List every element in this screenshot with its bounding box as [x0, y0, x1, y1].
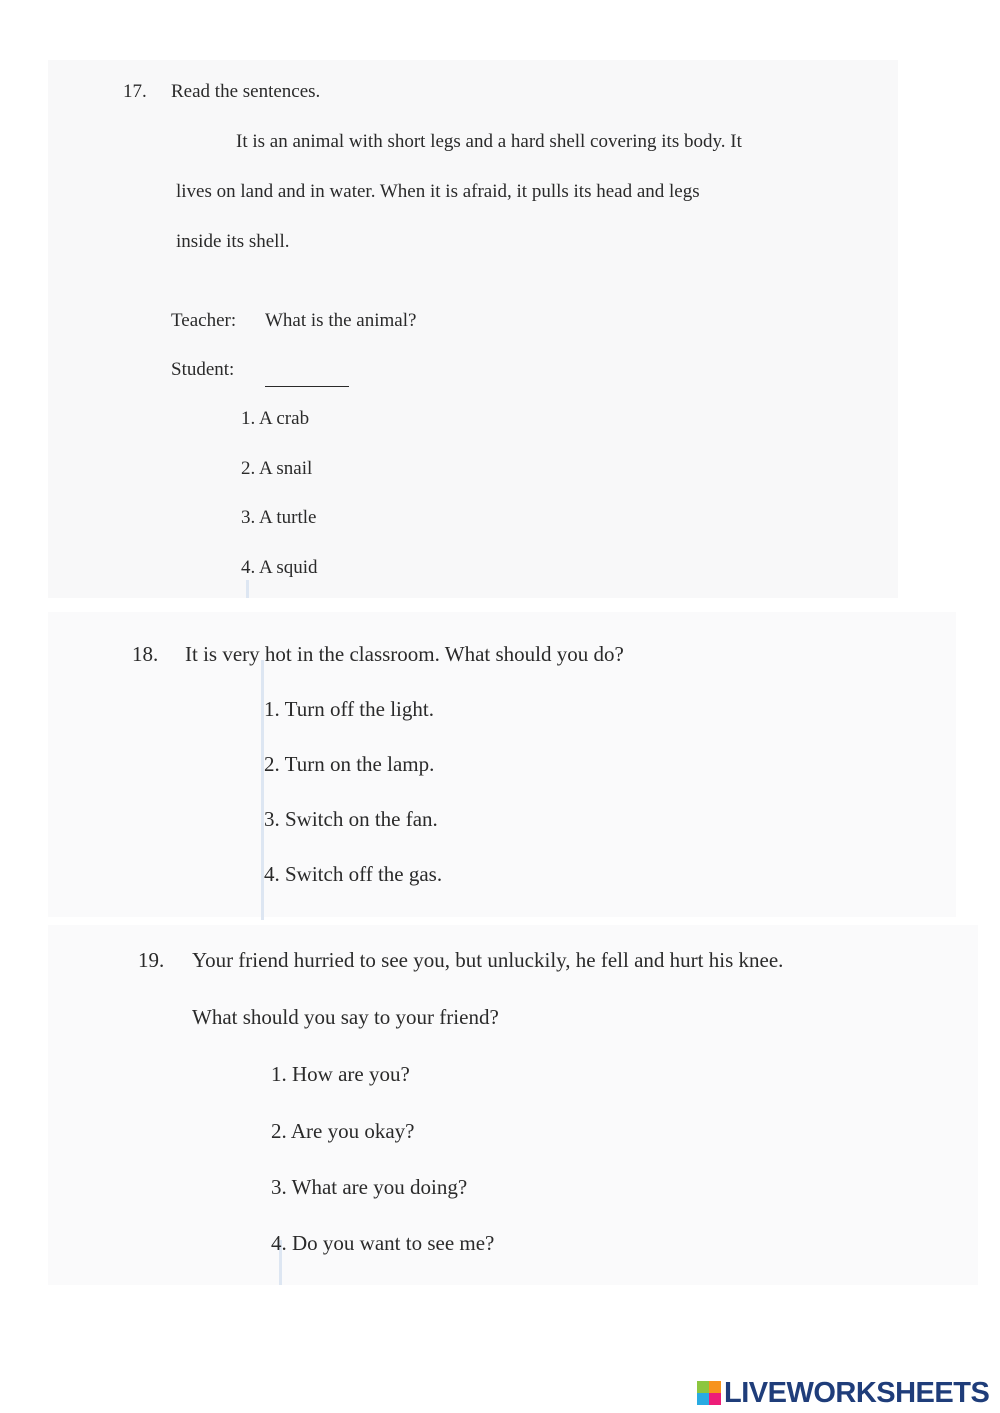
- option-1[interactable]: 1. How are you?: [271, 1062, 410, 1086]
- option-2[interactable]: 2. A snail: [241, 458, 313, 479]
- passage-line: inside its shell.: [176, 231, 290, 252]
- passage-line: lives on land and in water. When it is afraid, it pulls its head and legs: [176, 181, 700, 202]
- teacher-question: What is the animal?: [265, 310, 417, 331]
- option-4[interactable]: 4. A squid: [241, 557, 318, 578]
- option-4[interactable]: 4. Do you want to see me?: [271, 1231, 495, 1255]
- question-text-line: Your friend hurried to see you, but unluckily, he fell and hurt his knee.: [192, 948, 784, 972]
- answer-blank[interactable]: [265, 375, 349, 391]
- option-1[interactable]: 1. A crab: [241, 408, 310, 429]
- option-3[interactable]: 3. A turtle: [241, 507, 317, 528]
- question-number: 19.: [138, 948, 165, 972]
- brand-name: LIVEWORKSHEETS: [724, 1376, 990, 1409]
- question-number: 18.: [132, 642, 159, 666]
- passage-line: It is an animal with short legs and a hard shell covering its body. It: [236, 131, 742, 152]
- question-number: 17.: [123, 81, 147, 102]
- liveworksheets-logo-icon: [697, 1381, 721, 1405]
- option-1[interactable]: 1. Turn off the light.: [264, 697, 434, 721]
- teacher-label: Teacher:: [171, 310, 237, 331]
- option-3[interactable]: 3. Switch on the fan.: [264, 807, 438, 831]
- question-text-line: What should you say to your friend?: [192, 1005, 499, 1029]
- option-2[interactable]: 2. Are you okay?: [271, 1119, 415, 1143]
- question-text: It is very hot in the classroom. What should you do?: [185, 642, 624, 666]
- liveworksheets-watermark: [697, 1378, 989, 1408]
- scan-artifact-line: [246, 580, 249, 598]
- option-3[interactable]: 3. What are you doing?: [271, 1175, 468, 1199]
- option-2[interactable]: 2. Turn on the lamp.: [264, 752, 435, 776]
- question-prompt: Read the sentences.: [171, 81, 321, 102]
- option-4[interactable]: 4. Switch off the gas.: [264, 862, 443, 886]
- scan-region-q19: [48, 925, 978, 1285]
- student-label: Student:: [171, 359, 235, 380]
